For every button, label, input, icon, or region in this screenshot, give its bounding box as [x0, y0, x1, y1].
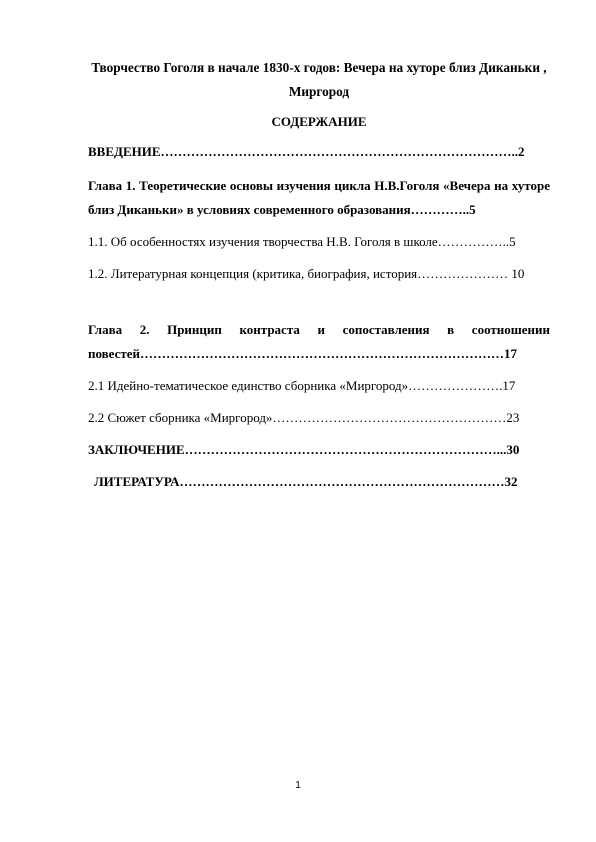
page-number: 1 [295, 780, 301, 791]
toc-entry-introduction: ВВЕДЕНИЕ………………………………………………………………………..2 [88, 144, 525, 159]
toc-entry-section-1-1: 1.1. Об особенностях изучения творчества Н.В. Гоголя в школе……………..5 [88, 234, 516, 249]
toc-entry-chapter-1: Глава 1. Теоретические основы изучения цикла Н.В.Гоголя «Вечера на хуторе близ Диканьки» в условиях современного образования…………..5 [88, 178, 550, 217]
document-title: Творчество Гоголя в начале 1830-х годов: Вечера на хуторе близ Диканьки , Миргород [91, 60, 547, 99]
toc-heading: СОДЕРЖАНИЕ [271, 114, 367, 129]
toc-entry-conclusion: ЗАКЛЮЧЕНИЕ………………………………………………………………...30 [88, 442, 520, 457]
toc-entry-literature: ЛИТЕРАТУРА…………………………………………………………………32 [94, 474, 518, 489]
toc-entry-section-2-2: 2.2 Сюжет сборника «Миргород»………………………………………………23 [88, 410, 520, 425]
toc-entry-chapter-2: Глава 2. Принцип контраста и сопоставления в соотношении повестей…………………………………………………………………………17 [88, 322, 550, 361]
toc-entry-section-2-1: 2.1 Идейно-тематическое единство сборника «Миргород»………………….17 [88, 378, 516, 393]
toc-entry-section-1-2: 1.2. Литературная концепция (критика, биография, история………………… 10 [88, 266, 525, 281]
